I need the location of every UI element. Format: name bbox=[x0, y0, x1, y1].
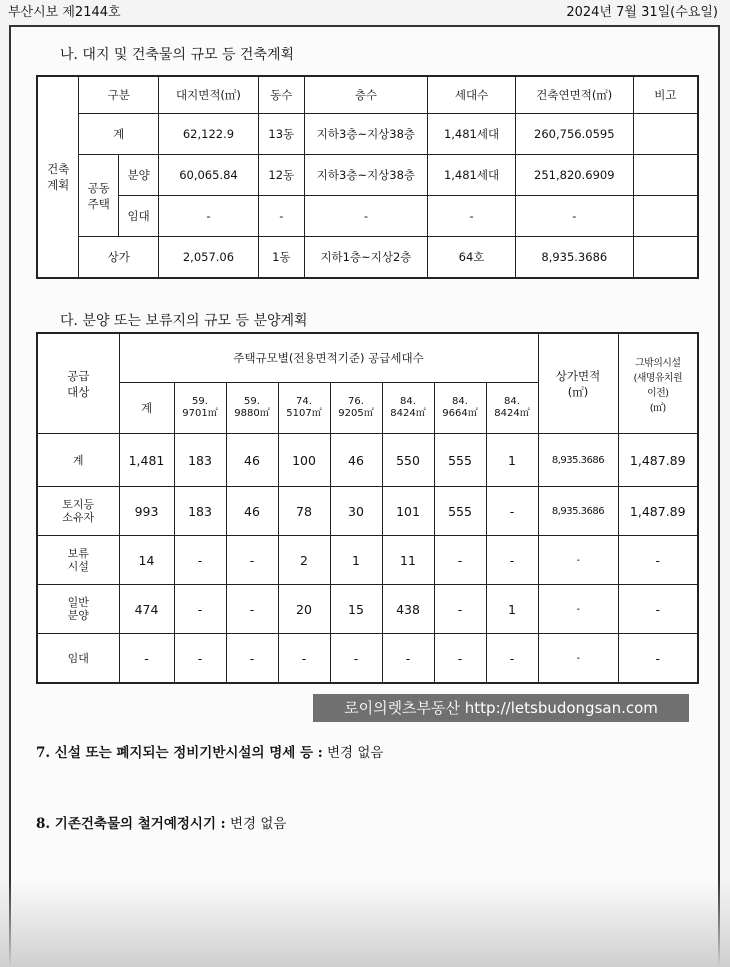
cell: 지하3층~지상38층 bbox=[304, 155, 427, 196]
cell: 14 bbox=[119, 536, 174, 585]
size-col-header: 74. 5107㎡ bbox=[278, 383, 330, 434]
facility-header: 그밖의시설 (새명유치원 이전) (㎡) bbox=[618, 333, 698, 434]
cell: 2,057.06 bbox=[159, 237, 259, 279]
sales-plan-table bbox=[36, 332, 699, 684]
cell: 183 bbox=[174, 434, 226, 487]
shop-area-header: 상가면적 (㎡) bbox=[538, 333, 618, 434]
cell: 2 bbox=[278, 536, 330, 585]
col-header: 층수 bbox=[304, 76, 427, 114]
col-header: 건축연면적(㎡) bbox=[515, 76, 633, 114]
shop-area-cell: 8,935.3686 bbox=[538, 487, 618, 536]
item-7 bbox=[36, 741, 383, 761]
table-row bbox=[37, 536, 698, 585]
cell: 1 bbox=[330, 536, 382, 585]
col-header: 동수 bbox=[258, 76, 304, 114]
cell: 30 bbox=[330, 487, 382, 536]
item-8-value: 변경 없음 bbox=[225, 816, 287, 832]
row-group-label: 공동 주택 bbox=[79, 155, 119, 237]
facility-cell: 1,487.89 bbox=[618, 487, 698, 536]
cell: - bbox=[159, 196, 259, 237]
watermark-banner: 로이의렛츠부동산 http://letsbudongsan.com bbox=[313, 694, 689, 722]
table-row bbox=[37, 155, 698, 196]
cell: 62,122.9 bbox=[159, 114, 259, 155]
size-col-header: 84. 8424㎡ bbox=[486, 383, 538, 434]
cell: - bbox=[174, 536, 226, 585]
size-col-header: 76. 9205㎡ bbox=[330, 383, 382, 434]
row-label: 토지등 소유자 bbox=[37, 487, 119, 536]
row-label: 임대 bbox=[37, 634, 119, 684]
cell: 20 bbox=[278, 585, 330, 634]
page-header bbox=[0, 0, 730, 26]
cell: - bbox=[174, 585, 226, 634]
cell: - bbox=[434, 634, 486, 684]
cell: - bbox=[486, 487, 538, 536]
cell: - bbox=[258, 196, 304, 237]
cell: 12동 bbox=[258, 155, 304, 196]
cell: 지하1층~지상2층 bbox=[304, 237, 427, 279]
facility-cell: - bbox=[618, 585, 698, 634]
building-plan-table bbox=[36, 75, 699, 279]
cell: - bbox=[119, 634, 174, 684]
cell: 1 bbox=[486, 585, 538, 634]
row-label: 일반 분양 bbox=[37, 585, 119, 634]
row-label: 계 bbox=[37, 434, 119, 487]
item-7-value: 변경 없음 bbox=[322, 745, 384, 761]
size-col-header: 계 bbox=[119, 383, 174, 434]
row-label: 계 bbox=[79, 114, 159, 155]
facility-cell: 1,487.89 bbox=[618, 434, 698, 487]
item-8-label: 8. 기존건축물의 철거예정시기 : bbox=[36, 816, 226, 832]
cell: 지하3층~지상38층 bbox=[304, 114, 427, 155]
cell: 60,065.84 bbox=[159, 155, 259, 196]
size-col-header: 84. 8424㎡ bbox=[382, 383, 434, 434]
cell: 64호 bbox=[428, 237, 516, 279]
table-row bbox=[37, 196, 698, 237]
facility-cell: - bbox=[618, 536, 698, 585]
cell: 555 bbox=[434, 434, 486, 487]
cell: 993 bbox=[119, 487, 174, 536]
cell: 78 bbox=[278, 487, 330, 536]
cell: 46 bbox=[226, 487, 278, 536]
table-row bbox=[37, 434, 698, 487]
cell: - bbox=[486, 536, 538, 585]
table-row bbox=[37, 634, 698, 684]
cell: - bbox=[434, 585, 486, 634]
table-row bbox=[37, 237, 698, 279]
cell: - bbox=[434, 536, 486, 585]
cell: - bbox=[382, 634, 434, 684]
item-8 bbox=[36, 812, 286, 832]
table-header-row bbox=[37, 333, 698, 383]
cell bbox=[633, 155, 698, 196]
cell: 8,935.3686 bbox=[515, 237, 633, 279]
table-header-row bbox=[37, 76, 698, 114]
cell: 474 bbox=[119, 585, 174, 634]
cell: - bbox=[226, 585, 278, 634]
shop-area-cell: 8,935.3686 bbox=[538, 434, 618, 487]
shop-area-cell: - bbox=[538, 634, 618, 684]
table-row bbox=[37, 585, 698, 634]
shop-area-cell: - bbox=[538, 585, 618, 634]
cell: 11 bbox=[382, 536, 434, 585]
section-da-title: 다. 분양 또는 보류지의 규모 등 분양계획 bbox=[60, 313, 308, 329]
cell: - bbox=[278, 634, 330, 684]
cell: 15 bbox=[330, 585, 382, 634]
cell: - bbox=[226, 536, 278, 585]
cell: - bbox=[174, 634, 226, 684]
cell: 101 bbox=[382, 487, 434, 536]
row-group-label: 건축 계획 bbox=[37, 76, 79, 278]
cell: 46 bbox=[226, 434, 278, 487]
cell bbox=[633, 114, 698, 155]
cell: 550 bbox=[382, 434, 434, 487]
cell: 251,820.6909 bbox=[515, 155, 633, 196]
gazette-issue: 부산시보 제2144호 bbox=[8, 5, 121, 20]
cell: - bbox=[304, 196, 427, 237]
supply-target-header: 공급 대상 bbox=[37, 333, 119, 434]
cell: 1,481세대 bbox=[428, 114, 516, 155]
cell: 1,481 bbox=[119, 434, 174, 487]
row-label: 보류 시설 bbox=[37, 536, 119, 585]
cell: 438 bbox=[382, 585, 434, 634]
col-header: 대지면적(㎡) bbox=[159, 76, 259, 114]
cell: 555 bbox=[434, 487, 486, 536]
cell: - bbox=[486, 634, 538, 684]
cell: - bbox=[428, 196, 516, 237]
cell: - bbox=[515, 196, 633, 237]
cell bbox=[633, 237, 698, 279]
col-header: 구분 bbox=[79, 76, 159, 114]
col-header: 비고 bbox=[633, 76, 698, 114]
cell: 1동 bbox=[258, 237, 304, 279]
page-bottom-shadow bbox=[0, 880, 730, 967]
size-col-header: 59. 9880㎡ bbox=[226, 383, 278, 434]
row-label: 상가 bbox=[79, 237, 159, 279]
cell: - bbox=[226, 634, 278, 684]
cell: 260,756.0595 bbox=[515, 114, 633, 155]
col-header: 세대수 bbox=[428, 76, 516, 114]
cell: 13동 bbox=[258, 114, 304, 155]
shop-area-cell: - bbox=[538, 536, 618, 585]
cell: 46 bbox=[330, 434, 382, 487]
section-na-title: 나. 대지 및 건축물의 규모 등 건축계획 bbox=[60, 47, 295, 63]
size-col-header: 59. 9701㎡ bbox=[174, 383, 226, 434]
size-col-header: 84. 9664㎡ bbox=[434, 383, 486, 434]
row-label: 임대 bbox=[119, 196, 159, 237]
group-header: 주택규모별(전용면적기준) 공급세대수 bbox=[119, 333, 538, 383]
cell: - bbox=[330, 634, 382, 684]
facility-cell: - bbox=[618, 634, 698, 684]
table-row bbox=[37, 114, 698, 155]
item-7-label: 7. 신설 또는 폐지되는 정비기반시설의 명세 등 : bbox=[36, 745, 323, 761]
cell: 1,481세대 bbox=[428, 155, 516, 196]
cell bbox=[633, 196, 698, 237]
cell: 1 bbox=[486, 434, 538, 487]
cell: 100 bbox=[278, 434, 330, 487]
table-row bbox=[37, 487, 698, 536]
cell: 183 bbox=[174, 487, 226, 536]
gazette-date: 2024년 7월 31일(수요일) bbox=[566, 5, 718, 20]
row-label: 분양 bbox=[119, 155, 159, 196]
